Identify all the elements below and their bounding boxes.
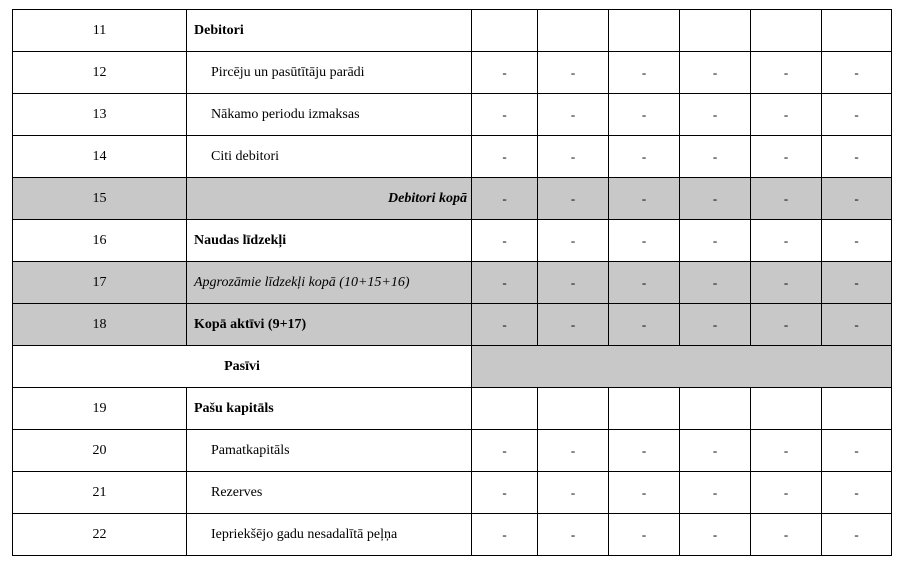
value-cell: - xyxy=(472,430,538,472)
value-cell: - xyxy=(680,178,751,220)
row-label: Debitori kopā xyxy=(187,178,472,220)
row-label: Rezerves xyxy=(187,472,472,514)
value-cell: - xyxy=(472,514,538,556)
row-number: 16 xyxy=(13,220,187,262)
section-fill xyxy=(472,346,892,388)
value-cell: - xyxy=(538,52,609,94)
table-row xyxy=(13,430,892,472)
value-cell: - xyxy=(751,52,822,94)
value-cell: - xyxy=(609,304,680,346)
table-row xyxy=(13,388,892,430)
value-cell: - xyxy=(472,94,538,136)
value-cell: - xyxy=(472,178,538,220)
value-cell: - xyxy=(538,178,609,220)
value-cell xyxy=(609,388,680,430)
value-cell: - xyxy=(822,220,892,262)
row-number: 22 xyxy=(13,514,187,556)
value-cell: - xyxy=(609,430,680,472)
row-label: Debitori xyxy=(187,10,472,52)
value-cell: - xyxy=(472,304,538,346)
table-row xyxy=(13,472,892,514)
value-cell: - xyxy=(822,514,892,556)
row-label: Naudas līdzekļi xyxy=(187,220,472,262)
value-cell: - xyxy=(680,430,751,472)
value-cell: - xyxy=(609,220,680,262)
table-row xyxy=(13,94,892,136)
section-label: Pasīvi xyxy=(13,346,472,388)
value-cell: - xyxy=(751,136,822,178)
value-cell xyxy=(538,388,609,430)
row-number: 11 xyxy=(13,10,187,52)
section-header-row xyxy=(13,346,892,388)
row-number: 17 xyxy=(13,262,187,304)
row-number: 12 xyxy=(13,52,187,94)
row-number: 15 xyxy=(13,178,187,220)
row-label: Pircēju un pasūtītāju parādi xyxy=(211,65,365,80)
value-cell: - xyxy=(751,262,822,304)
value-cell: - xyxy=(680,514,751,556)
value-cell: - xyxy=(822,94,892,136)
value-cell: - xyxy=(680,136,751,178)
value-cell: - xyxy=(751,304,822,346)
value-cell xyxy=(751,10,822,52)
table-row xyxy=(13,220,892,262)
value-cell: - xyxy=(538,304,609,346)
total-row xyxy=(13,304,892,346)
value-cell: - xyxy=(609,136,680,178)
row-number: 14 xyxy=(13,136,187,178)
row-number: 20 xyxy=(13,430,187,472)
table-row xyxy=(13,52,892,94)
value-cell: - xyxy=(822,136,892,178)
value-cell: - xyxy=(538,136,609,178)
value-cell xyxy=(538,10,609,52)
value-cell: - xyxy=(680,220,751,262)
value-cell: - xyxy=(680,262,751,304)
value-cell xyxy=(751,388,822,430)
value-cell xyxy=(609,10,680,52)
balance-sheet-table xyxy=(12,9,892,556)
value-cell: - xyxy=(538,472,609,514)
value-cell xyxy=(680,10,751,52)
value-cell xyxy=(822,388,892,430)
row-label: Apgrozāmie līdzekļi kopā (10+15+16) xyxy=(187,262,472,304)
subtotal-row xyxy=(13,178,892,220)
value-cell xyxy=(472,10,538,52)
value-cell: - xyxy=(538,220,609,262)
value-cell: - xyxy=(609,94,680,136)
value-cell: - xyxy=(751,430,822,472)
row-label: Pamatkapitāls xyxy=(187,430,472,472)
value-cell: - xyxy=(538,262,609,304)
row-number: 18 xyxy=(13,304,187,346)
value-cell: - xyxy=(751,472,822,514)
value-cell: - xyxy=(472,220,538,262)
value-cell: - xyxy=(822,178,892,220)
value-cell xyxy=(472,388,538,430)
row-label-cell xyxy=(187,94,472,136)
row-label: Kopā aktīvi (9+17) xyxy=(187,304,472,346)
value-cell: - xyxy=(822,430,892,472)
value-cell: - xyxy=(538,94,609,136)
value-cell: - xyxy=(751,178,822,220)
value-cell: - xyxy=(822,262,892,304)
value-cell: - xyxy=(680,304,751,346)
value-cell: - xyxy=(751,220,822,262)
value-cell: - xyxy=(472,52,538,94)
value-cell: - xyxy=(822,472,892,514)
subtotal-row xyxy=(13,262,892,304)
value-cell: - xyxy=(822,304,892,346)
value-cell xyxy=(822,10,892,52)
row-label-cell xyxy=(187,52,472,94)
value-cell xyxy=(680,388,751,430)
value-cell: - xyxy=(538,514,609,556)
row-number: 19 xyxy=(13,388,187,430)
value-cell: - xyxy=(751,514,822,556)
value-cell: - xyxy=(472,136,538,178)
row-label: Nākamo periodu izmaksas xyxy=(211,107,360,122)
value-cell: - xyxy=(472,472,538,514)
row-number: 21 xyxy=(13,472,187,514)
value-cell: - xyxy=(680,52,751,94)
value-cell: - xyxy=(609,472,680,514)
row-label: Pašu kapitāls xyxy=(187,388,472,430)
value-cell: - xyxy=(751,94,822,136)
table-row xyxy=(13,10,892,52)
value-cell: - xyxy=(538,430,609,472)
value-cell: - xyxy=(472,262,538,304)
value-cell: - xyxy=(609,178,680,220)
row-number: 13 xyxy=(13,94,187,136)
table-row xyxy=(13,136,892,178)
value-cell: - xyxy=(822,52,892,94)
value-cell: - xyxy=(609,262,680,304)
row-label: Iepriekšējo gadu nesadalītā peļņa xyxy=(187,514,472,556)
value-cell: - xyxy=(609,52,680,94)
value-cell: - xyxy=(680,472,751,514)
row-label: Citi debitori xyxy=(187,136,472,178)
value-cell: - xyxy=(680,94,751,136)
value-cell: - xyxy=(609,514,680,556)
table-row xyxy=(13,514,892,556)
